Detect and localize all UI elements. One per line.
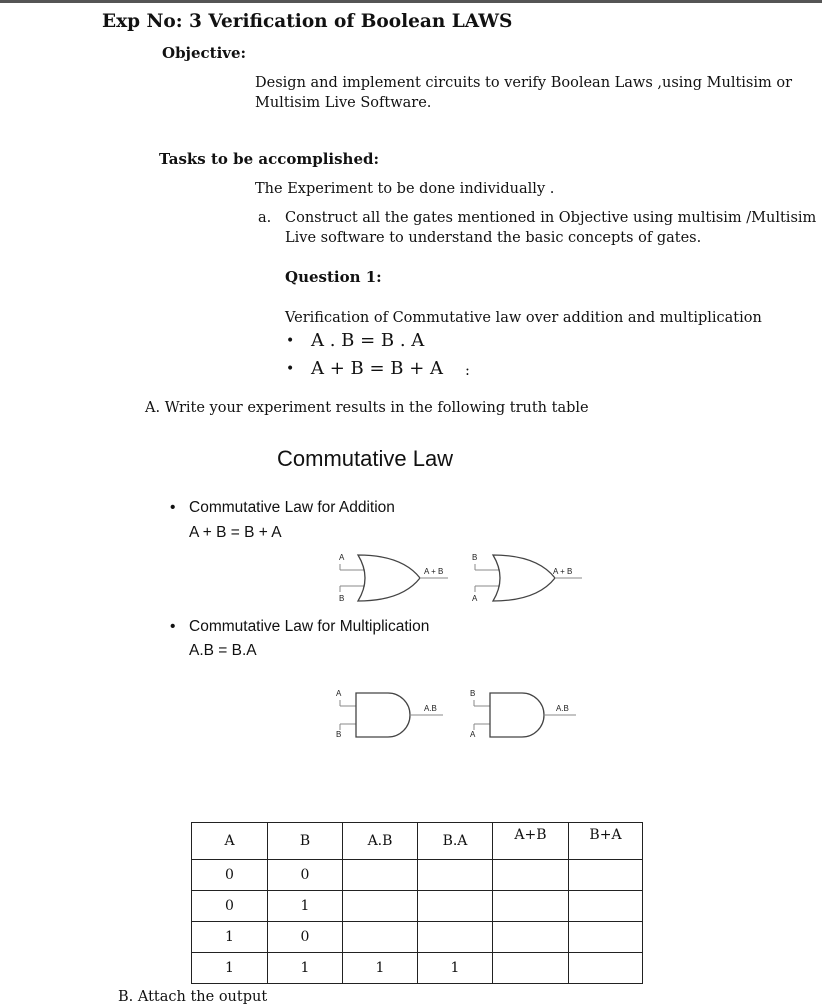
table-cell: 1 xyxy=(268,953,343,984)
part-b-instruction: B. Attach the output xyxy=(118,989,268,1005)
or-gate-2-input-bottom: A xyxy=(472,594,478,603)
table-cell[interactable]: 1 xyxy=(343,953,418,984)
page-title: Exp No: 3 Verification of Boolean LAWS xyxy=(102,11,513,32)
equation-suffix: : xyxy=(465,363,470,379)
or-gate-1-input-bottom: B xyxy=(339,594,345,603)
and-gate-1 xyxy=(336,689,443,739)
and-gate-2 xyxy=(470,689,576,739)
and-gate-1-input-bottom: B xyxy=(336,730,342,739)
table-cell[interactable] xyxy=(569,860,643,891)
task-a-line-1: Construct all the gates mentioned in Objective using multisim /Multisim xyxy=(285,210,817,226)
header-b-and-a: B.A xyxy=(418,823,493,860)
table-cell[interactable] xyxy=(343,922,418,953)
or-gate-2-input-top: B xyxy=(472,553,478,562)
bullet-icon: • xyxy=(170,499,176,516)
table-row xyxy=(192,922,643,953)
table-cell: 0 xyxy=(268,922,343,953)
table-cell: 1 xyxy=(268,891,343,922)
and-gate-1-input-top: A xyxy=(336,689,342,698)
table-cell[interactable] xyxy=(418,891,493,922)
part-a-instruction: A. Write your experiment results in the following truth table xyxy=(145,400,589,416)
bullet-icon: • xyxy=(286,333,295,349)
table-cell[interactable] xyxy=(493,953,569,984)
question-heading: Question 1: xyxy=(285,268,382,286)
top-border xyxy=(0,0,822,3)
addition-heading: Commutative Law for Addition xyxy=(189,499,395,516)
table-cell: 0 xyxy=(192,860,268,891)
addition-equation: A + B = B + A xyxy=(189,524,282,541)
header-a-and-b: A.B xyxy=(343,823,418,860)
slide-title: Commutative Law xyxy=(277,446,454,471)
equation-addition: A + B = B + A xyxy=(311,358,444,379)
objective-heading: Objective: xyxy=(162,44,247,62)
truth-table xyxy=(191,822,643,984)
table-cell[interactable] xyxy=(343,891,418,922)
bullet-icon: • xyxy=(170,618,176,635)
table-row xyxy=(192,953,643,984)
table-row xyxy=(192,891,643,922)
task-a-line-2: Live software to understand the basic concepts of gates. xyxy=(285,230,702,246)
or-gate-1 xyxy=(339,553,448,603)
question-text: Verification of Commutative law over addition and multiplication xyxy=(285,310,762,326)
and-gate-1-output: A.B xyxy=(424,704,437,713)
table-header-row xyxy=(192,823,643,860)
tasks-intro: The Experiment to be done individually . xyxy=(255,181,555,197)
header-a-or-b: A+B xyxy=(493,823,569,860)
tasks-heading: Tasks to be accomplished: xyxy=(159,150,380,168)
table-cell[interactable] xyxy=(569,922,643,953)
and-gate-2-input-bottom: A xyxy=(470,730,476,739)
task-a-marker: a. xyxy=(258,210,272,226)
and-gate-2-input-top: B xyxy=(470,689,476,698)
header-b: B xyxy=(268,823,343,860)
table-row xyxy=(192,860,643,891)
table-cell[interactable] xyxy=(493,891,569,922)
table-cell[interactable] xyxy=(418,860,493,891)
table-cell[interactable] xyxy=(493,860,569,891)
equation-multiplication: A . B = B . A xyxy=(311,330,425,351)
table-cell: 0 xyxy=(268,860,343,891)
table-cell: 0 xyxy=(192,891,268,922)
header-b-or-a: B+A xyxy=(569,823,643,860)
objective-line-1: Design and implement circuits to verify Boolean Laws ,using Multisim or xyxy=(255,75,793,91)
table-cell[interactable] xyxy=(569,953,643,984)
and-gate-2-output: A.B xyxy=(556,704,569,713)
multiplication-equation: A.B = B.A xyxy=(189,642,257,659)
multiplication-heading: Commutative Law for Multiplication xyxy=(189,618,430,635)
table-cell: 1 xyxy=(192,953,268,984)
table-cell[interactable] xyxy=(418,922,493,953)
objective-line-2: Multisim Live Software. xyxy=(255,95,432,111)
or-gates-diagram xyxy=(330,548,600,606)
table-cell[interactable] xyxy=(493,922,569,953)
bullet-icon: • xyxy=(286,361,295,377)
or-gate-1-input-top: A xyxy=(339,553,345,562)
or-gate-2 xyxy=(472,553,582,603)
or-gate-2-output: A + B xyxy=(553,567,573,576)
or-gate-1-output: A + B xyxy=(424,567,444,576)
table-cell[interactable] xyxy=(569,891,643,922)
table-cell[interactable]: 1 xyxy=(418,953,493,984)
table-cell[interactable] xyxy=(343,860,418,891)
table-cell: 1 xyxy=(192,922,268,953)
header-a: A xyxy=(192,823,268,860)
and-gates-diagram xyxy=(330,684,600,744)
